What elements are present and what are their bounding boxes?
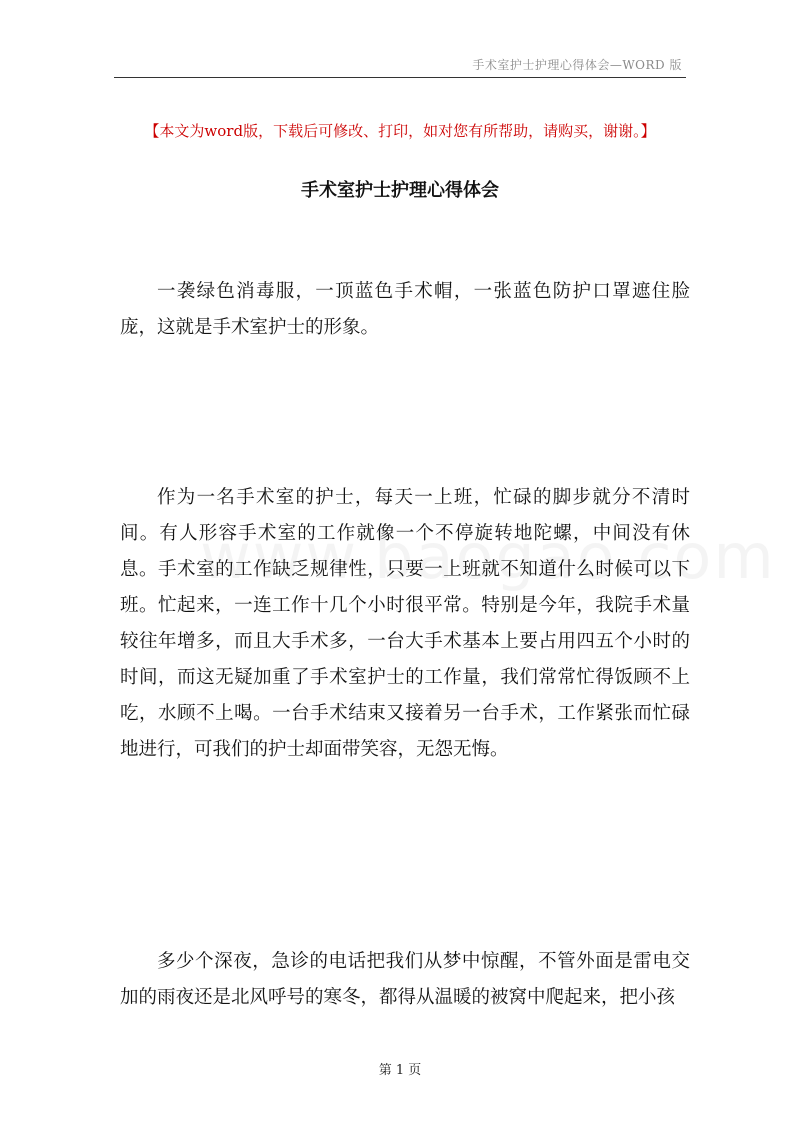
document-title: 手术室护士护理心得体会 xyxy=(301,180,499,201)
purchase-notice: 【本文为word版，下载后可修改、打印，如对您有所帮助，请购买，谢谢。】 xyxy=(144,122,656,140)
header-divider xyxy=(114,77,686,78)
paragraph-1: 一袭绿色消毒服，一顶蓝色手术帽，一张蓝色防护口罩遮住脸庞，这就是手术室护士的形象。 xyxy=(120,281,690,338)
paragraph-3: 多少个深夜，急诊的电话把我们从梦中惊醒，不管外面是雷电交加的雨夜还是北风呼号的寒冬，都得从温暖的被窝中爬起来，把小孩 xyxy=(120,951,690,1008)
paragraph-2: 作为一名手术室的护士，每天一上班，忙碌的脚步就分不清时间。有人形容手术室的工作就像一个不停旋转地陀螺，中间没有休息。手术室的工作缺乏规律性，只要一上班就不知道什么时候可以下班。忙起来，一连工作十几个小时很平常。特别是今年，我院手术量较往年增多，而且大手术多，一台大手术基本上要占用四五个小时的时间，而这无疑加重了手术室护士的工作量，我们常常忙得饭顾不上吃，水顾不上喝。一台手术结束又接着另一台手术，工作紧张而忙碌地进行，可我们的护士却面带笑容，无怨无悔。 xyxy=(120,487,690,760)
running-header: 手术室护士护理心得体会—WORD 版 xyxy=(472,58,682,72)
page-number: 第 1 页 xyxy=(378,1063,422,1078)
